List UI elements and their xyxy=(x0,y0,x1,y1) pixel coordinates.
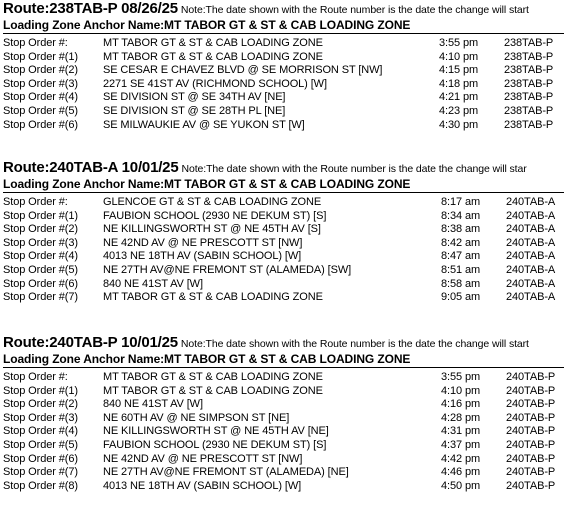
route-code: 240TAB-A xyxy=(506,277,556,290)
route-code: 240TAB-A xyxy=(506,263,556,276)
stop-location: FAUBION SCHOOL (2930 NE DEKUM ST) [S] xyxy=(103,209,327,222)
stop-location: SE MILWAUKIE AV @ SE YUKON ST [W] xyxy=(103,118,305,131)
route-section xyxy=(3,0,564,132)
stop-time: 9:05 am xyxy=(441,291,481,304)
stop-location: MT TABOR GT & ST & CAB LOADING ZONE xyxy=(103,371,323,383)
route-code: 240TAB-P xyxy=(506,438,556,451)
stop-time: 4:10 pm xyxy=(439,50,479,63)
stop-time: 4:16 pm xyxy=(441,398,481,411)
stop-order-label: Stop Order #(3) xyxy=(3,236,78,249)
stop-order-label: Stop Order #: xyxy=(3,371,68,383)
stop-row xyxy=(3,119,564,133)
stop-row xyxy=(3,196,564,210)
stop-order-label: Stop Order #(8) xyxy=(3,479,78,492)
stop-location: 2271 SE 41ST AV (RICHMOND SCHOOL) [W] xyxy=(103,77,327,90)
stop-location: NE 42ND AV @ NE PRESCOTT ST [NW] xyxy=(103,452,303,465)
route-code: 238TAB-P xyxy=(504,104,554,117)
stop-time: 4:37 pm xyxy=(441,438,481,451)
stop-location: NE 27TH AV@NE FREMONT ST (ALAMEDA) [NE] xyxy=(103,466,349,479)
route-code: 240TAB-A xyxy=(506,236,556,249)
stop-location: SE DIVISION ST @ SE 34TH AV [NE] xyxy=(103,91,286,104)
stop-location: MT TABOR GT & ST & CAB LOADING ZONE xyxy=(103,384,323,397)
stop-order-label: Stop Order #(3) xyxy=(3,411,78,424)
stop-time: 8:51 am xyxy=(441,263,481,276)
stop-time: 4:50 pm xyxy=(441,479,481,492)
stop-location: NE KILLINGSWORTH ST @ NE 45TH AV [NE] xyxy=(103,425,329,438)
route-title: Route:240TAB-A 10/01/25 xyxy=(3,159,179,176)
route-note: Note:The date shown with the Route number is the date the change will star xyxy=(181,163,527,175)
stop-location: MT TABOR GT & ST & CAB LOADING ZONE xyxy=(103,50,323,63)
route-code: 240TAB-P xyxy=(506,371,556,383)
stop-location: MT TABOR GT & ST & CAB LOADING ZONE xyxy=(103,291,323,304)
stop-row xyxy=(3,237,564,251)
stop-row xyxy=(3,371,564,385)
stop-row xyxy=(3,105,564,119)
route-code: 238TAB-P xyxy=(504,91,554,104)
stop-location: 840 NE 41ST AV [W] xyxy=(103,277,203,290)
route-code: 240TAB-A xyxy=(506,250,556,263)
route-code: 238TAB-P xyxy=(504,50,554,63)
stop-time: 4:21 pm xyxy=(439,91,479,104)
route-header xyxy=(3,159,564,177)
stop-row xyxy=(3,412,564,426)
route-title: Route:238TAB-P 08/26/25 xyxy=(3,0,178,17)
stop-time: 4:18 pm xyxy=(439,77,479,90)
stop-order-label: Stop Order #(2) xyxy=(3,64,78,77)
stop-order-label: Stop Order #(1) xyxy=(3,384,78,397)
stop-time: 4:15 pm xyxy=(439,64,479,77)
stop-order-label: Stop Order #(5) xyxy=(3,263,78,276)
stop-time: 4:28 pm xyxy=(441,411,481,424)
stop-list xyxy=(3,196,564,305)
stop-row xyxy=(3,385,564,399)
stop-row xyxy=(3,398,564,412)
stop-location: NE KILLINGSWORTH ST @ NE 45TH AV [S] xyxy=(103,223,321,236)
stop-row xyxy=(3,51,564,65)
stop-order-label: Stop Order #(6) xyxy=(3,118,78,131)
route-code: 240TAB-P xyxy=(506,452,556,465)
stop-order-label: Stop Order #(4) xyxy=(3,425,78,438)
route-code: 240TAB-P xyxy=(506,398,556,411)
stop-location: NE 60TH AV @ NE SIMPSON ST [NE] xyxy=(103,411,290,424)
stop-order-label: Stop Order #(6) xyxy=(3,277,78,290)
route-code: 240TAB-A xyxy=(506,196,556,208)
stop-row xyxy=(3,78,564,92)
stop-row xyxy=(3,425,564,439)
route-code: 238TAB-P xyxy=(504,37,554,49)
stop-order-label: Stop Order #(2) xyxy=(3,223,78,236)
route-section xyxy=(3,159,564,305)
stop-order-label: Stop Order #: xyxy=(3,196,68,208)
stop-location: GLENCOE GT & ST & CAB LOADING ZONE xyxy=(103,196,322,208)
stop-row xyxy=(3,91,564,105)
route-title: Route:240TAB-P 10/01/25 xyxy=(3,334,178,351)
stop-row xyxy=(3,210,564,224)
stop-order-label: Stop Order #(1) xyxy=(3,50,78,63)
stop-list xyxy=(3,37,564,132)
route-note: Note:The date shown with the Route number is the date the change will start xyxy=(180,338,529,350)
stop-row xyxy=(3,466,564,480)
stop-time: 4:10 pm xyxy=(441,384,481,397)
stop-time: 8:17 am xyxy=(441,196,481,208)
route-section xyxy=(3,334,564,493)
stop-order-label: Stop Order #(1) xyxy=(3,209,78,222)
stop-order-label: Stop Order #(6) xyxy=(3,452,78,465)
stop-location: 4013 NE 18TH AV (SABIN SCHOOL) [W] xyxy=(103,479,302,492)
route-header xyxy=(3,0,564,18)
route-note: Note:The date shown with the Route number is the date the change will start xyxy=(180,4,529,16)
loading-zone-anchor: Loading Zone Anchor Name:MT TABOR GT & ST & CAB LOADING ZONE xyxy=(3,177,564,193)
route-code: 240TAB-P xyxy=(506,384,556,397)
stop-row xyxy=(3,250,564,264)
route-code: 240TAB-P xyxy=(506,479,556,492)
stop-order-label: Stop Order #(7) xyxy=(3,466,78,479)
stop-row xyxy=(3,264,564,278)
route-code: 240TAB-A xyxy=(506,223,556,236)
stop-row xyxy=(3,223,564,237)
stop-row xyxy=(3,480,564,494)
stop-row xyxy=(3,453,564,467)
stop-time: 8:34 am xyxy=(441,209,481,222)
stop-row xyxy=(3,64,564,78)
stop-time: 4:30 pm xyxy=(439,118,479,131)
loading-zone-anchor: Loading Zone Anchor Name:MT TABOR GT & ST & CAB LOADING ZONE xyxy=(3,18,564,34)
stop-row xyxy=(3,291,564,305)
stop-time: 3:55 pm xyxy=(439,37,479,49)
stop-time: 4:23 pm xyxy=(439,104,479,117)
stop-location: 4013 NE 18TH AV (SABIN SCHOOL) [W] xyxy=(103,250,302,263)
stop-order-label: Stop Order #(4) xyxy=(3,91,78,104)
stop-time: 3:55 pm xyxy=(441,371,481,383)
stop-time: 4:31 pm xyxy=(441,425,481,438)
stop-location: SE DIVISION ST @ SE 28TH PL [NE] xyxy=(103,104,286,117)
stop-row xyxy=(3,439,564,453)
stop-time: 8:58 am xyxy=(441,277,481,290)
route-code: 240TAB-P xyxy=(506,425,556,438)
route-code: 238TAB-P xyxy=(504,64,554,77)
stop-order-label: Stop Order #(4) xyxy=(3,250,78,263)
stop-time: 4:42 pm xyxy=(441,452,481,465)
route-code: 240TAB-P xyxy=(506,466,556,479)
stop-location: NE 27TH AV@NE FREMONT ST (ALAMEDA) [SW] xyxy=(103,263,352,276)
stop-order-label: Stop Order #(5) xyxy=(3,438,78,451)
stop-time: 8:42 am xyxy=(441,236,481,249)
stop-order-label: Stop Order #: xyxy=(3,37,68,49)
stop-list xyxy=(3,371,564,493)
stop-order-label: Stop Order #(5) xyxy=(3,104,78,117)
stop-location: FAUBION SCHOOL (2930 NE DEKUM ST) [S] xyxy=(103,438,327,451)
route-code: 238TAB-P xyxy=(504,118,554,131)
stop-time: 8:38 am xyxy=(441,223,481,236)
stop-order-label: Stop Order #(3) xyxy=(3,77,78,90)
stop-location: MT TABOR GT & ST & CAB LOADING ZONE xyxy=(103,37,323,49)
route-code: 240TAB-A xyxy=(506,209,556,222)
stop-time: 4:46 pm xyxy=(441,466,481,479)
stop-order-label: Stop Order #(7) xyxy=(3,291,78,304)
route-code: 240TAB-P xyxy=(506,411,556,424)
loading-zone-anchor: Loading Zone Anchor Name:MT TABOR GT & ST & CAB LOADING ZONE xyxy=(3,352,564,368)
stop-order-label: Stop Order #(2) xyxy=(3,398,78,411)
stop-location: SE CESAR E CHAVEZ BLVD @ SE MORRISON ST [NW] xyxy=(103,64,383,77)
stop-location: NE 42ND AV @ NE PRESCOTT ST [NW] xyxy=(103,236,303,249)
stop-time: 8:47 am xyxy=(441,250,481,263)
route-code: 240TAB-A xyxy=(506,291,556,304)
stop-row xyxy=(3,37,564,51)
route-header xyxy=(3,334,564,352)
stop-row xyxy=(3,278,564,292)
route-code: 238TAB-P xyxy=(504,77,554,90)
stop-location: 840 NE 41ST AV [W] xyxy=(103,398,203,411)
